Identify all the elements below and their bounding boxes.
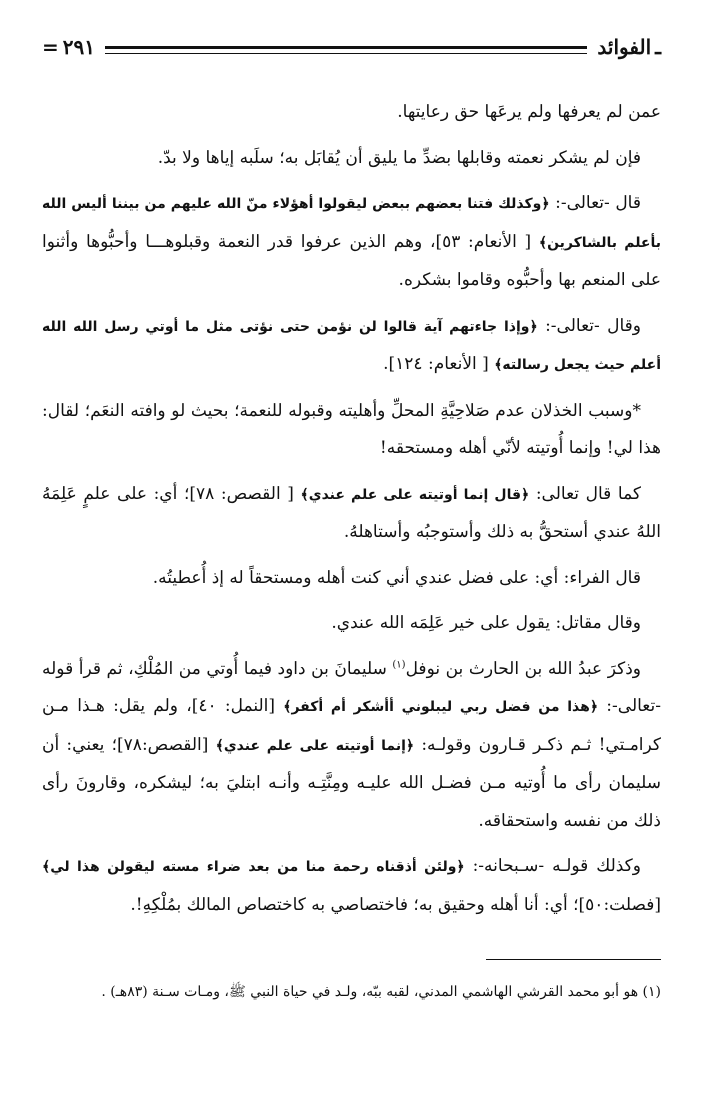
running-header [42, 32, 661, 62]
footnote-divider [486, 959, 661, 960]
page-number-dash: = [42, 35, 59, 59]
paragraph-5 [42, 393, 661, 468]
header-rule [105, 46, 587, 54]
footnote-1: (١) هو أبو محمد القرشي الهاشمي المدني، لقبه ببّه، ولـد في حياة النبي ﷺ، ومـات سـنة (٨٣هـ) . [101, 984, 661, 1000]
paragraph-1 [42, 94, 661, 132]
paragraph-7 [42, 560, 661, 598]
paragraph-text: فإن لم يشكر نعمته وقابلها بضدِّ ما يليق أن يُقابَل به؛ سلَبه إياها ولا بدّ. [157, 147, 641, 168]
paragraph-text: سليمانَ بن داود فيما أُوتي من المُلْكِ، ثم قرأ قوله -تعالى-: [42, 658, 661, 716]
quran-verse: ﴿وكذلك فتنا بعضهم ببعض ليقولوا أهؤلاء منّ الله عليهم من بيننا أليس الله بأعلم بالشاكرين﴾ [42, 196, 662, 251]
quran-verse: ﴿ولئن أذقناه رحمة منا من بعد ضراء مسته ليقولن هذا لي﴾ [42, 859, 465, 875]
footnotes [42, 977, 661, 1007]
header-title: الفوائد [597, 35, 652, 59]
quran-verse: ﴿قال إنما أوتيته على علم عندي﴾ [300, 486, 530, 503]
paragraph-8 [42, 605, 661, 643]
quran-verse: ﴿هذا من فضل ربي ليبلوني أأشكر أم أكفر﴾ [283, 699, 599, 715]
paragraph-text: [القصص:٧٨]؛ يعني: أن سليمان رأى ما أُوتيه مـن فضـل الله عليـه ومِنَّتِـه وأنـه ابتليَ به؛ ليشكره، وقارونَ رأى ذلك من نفسه واستحقاقه. [42, 734, 661, 831]
paragraph-text: [فصلت:٥٠]؛ أي: أنا أهله وحقيق به؛ فاختصاصي به كاختصاص المالك بمُلْكِهِ!. [130, 894, 661, 915]
paragraph-6 [42, 476, 661, 552]
book-page [42, 22, 661, 1082]
paragraph-text: قال الفراء: أي: على فضل عندي أني كنت أهله ومستحقاً له إذ أُعطيتُه. [152, 567, 641, 588]
paragraph-text: [النمل: ٤٠]، ولم يقل: هـذا مـن كرامـتي! ثـم ذكـر قـارون وقولـه: [42, 696, 662, 755]
paragraph-text: قال -تعالى-: [549, 193, 641, 213]
paragraph-text: وقال -تعالى-: [537, 315, 641, 336]
paragraph-text: كما قال تعالى: [529, 483, 641, 504]
footnote-ref[interactable]: (١) [392, 658, 406, 670]
paragraph-text: *وسبب الخذلان عدم صَلاحِيَّةِ المحلِّ وأهليته وقبوله للنعمة؛ بحيث لو وافته النعَم؛ لقال: هذا لي! وإنما أُوتيته لأنّي أهله ومستحقه! [42, 400, 661, 458]
header-dash: ـ [655, 35, 661, 59]
paragraph-text: [ الأنعام: ١٢٤]. [383, 354, 495, 374]
paragraph-text: وقال مقاتل: يقول على خير عَلِمَه الله عندي. [331, 613, 641, 633]
page-number: ٢٩١ [62, 35, 95, 59]
paragraph-text: وكذلك قولـه -سـبحانه-: [464, 856, 641, 876]
paragraph-4 [42, 308, 661, 385]
paragraph-text: [ القصص: ٧٨]؛ أي: على علمٍ عَلِمَهُ اللهُ عندي أستحقُّ به ذلك وأستوجبُه وأستاهلهُ. [42, 483, 661, 542]
main-text [42, 94, 661, 932]
quran-verse: ﴿وإذا جاءتهم آية قالوا لن نؤمن حتى نؤتى مثل ما أوتي رسل الله الله أعلم حيث يجعل رسالته﴾ [42, 318, 661, 373]
paragraph-3 [42, 185, 661, 300]
paragraph-2 [42, 140, 661, 178]
paragraph-text: [ الأنعام: ٥٣]، وهم الذين عرفوا قدر النعمة وقبلوهـــا وأحبُّوها وأثنوا على المنعم بها وأحبُّوه وقاموا بشكره. [42, 231, 661, 290]
quran-verse: ﴿إنما أوتيته على علم عندي﴾ [215, 737, 415, 754]
paragraph-text: وذكرَ عبدُ الله بن الحارث بن نوفل [405, 658, 641, 679]
paragraph-9 [42, 651, 661, 841]
paragraph-text: عمن لم يعرفها ولم يرعَها حق رعايتها. [397, 102, 661, 122]
paragraph-10 [42, 848, 661, 924]
